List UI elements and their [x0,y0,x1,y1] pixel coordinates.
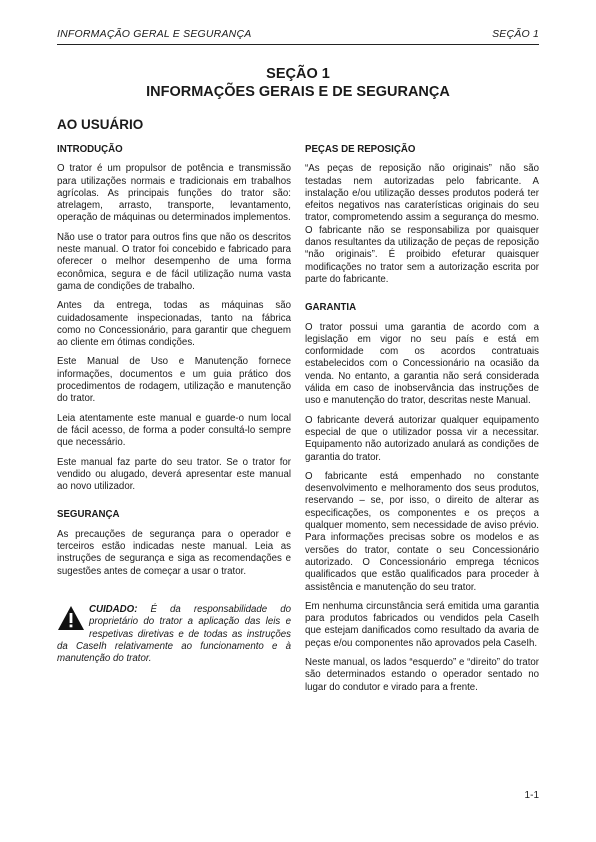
section-subtitle: INFORMAÇÕES GERAIS E DE SEGURANÇA [146,84,450,100]
running-header [57,28,539,45]
right-column [305,144,539,701]
intro-paragraph-5: Leia atentamente este manual e guarde-o num local de fácil acesso, de forma a poder consultá-lo sempre que necessário. [57,412,291,449]
left-column [57,144,291,665]
intro-paragraph-4: Este Manual de Uso e Manutenção fornece informações, documentos e um guia prático dos procedimentos de rodagem, utilização e manutenção do trator. [57,356,291,405]
warning-triangle-icon [57,605,85,631]
section-title: SEÇÃO 1 [266,66,330,82]
parts-heading: PEÇAS DE REPOSIÇÃO [305,144,416,155]
warranty-paragraph-4: Em nenhuma circunstância será emitida uma garantia para produtos fabricados ou vendidos pela CaseIh que estejam danificados como resultado da avaria de peças e/ou componentes não aprovados pela CaseIh. [305,600,539,649]
warranty-paragraph-1: O trator possui uma garantia de acordo com a legislação em vigor no seu país e está em conformidade com os acordos contratuais estabelecidos com o Concessionário na ocasião da venda. No entanto, a garantia não será considerada válida em caso de inobservância das instruções de uso e manutenção do trator, descritas neste Manual. [305,321,539,407]
warranty-heading: GARANTIA [305,302,357,314]
header-right: SEÇÃO 1 [492,28,539,40]
safety-heading: SEGURANÇA [57,509,120,521]
warranty-paragraph-3: O fabricante está empenhado no constante desenvolvimento e melhoramento dos seus produtos, reservando – se, por isso, o direito de alterar as especificações, os componentes e os preços a qualquer momento, sem necessidade de aviso prévio. Para informações precisas sobre os modelos e as versões do trator, contate o seu Concessionário autorizado. O Concessionário emprega técnicos qualificados que estão qualificados para proceder à assistência e manutenção do seu trator. [305,470,539,593]
caution-note [57,604,291,665]
page-number: 1-1 [524,790,539,801]
intro-paragraph-6: Este manual faz parte do seu trator. Se o trator for vendido ou alugado, deverá apresentar este manual ao novo utilizador. [57,456,291,493]
intro-paragraph-2: Não use o trator para outros fins que não os descritos neste manual. O trator foi concebido e fabricado para oferecer o melhor desempenho de uma forma econômica, segura e de fácil utilização numa vasta gama de condições de trabalho. [57,231,291,292]
intro-paragraph-1: O trator é um propulsor de potência e transmissão para utilizações normais e tradicionais em trabalhos agrícolas. As principais funções do trator são: atrelagem, arrasto, transporte, levantamento, operação de máquinas ou determinados implementos. [57,163,291,224]
parts-paragraph: “As peças de reposição não originais” não são testadas nem autorizadas pelo fabricante. A instalação e/ou utilização desses produtos poderá ter efeitos negativos nas caraterísticas originais do seu trator, comprometendo assim a segurança do mesmo. O fabricante não se responsabiliza por quaisquer danos resultantes da utilização de peças de reposição “não originais”. É proibido efeturar quaisquer modificações no trator sem a autorização escrita por parte do fabricante. [305,163,539,285]
warranty-paragraph-5: Neste manual, os lados “esquerdo” e “direito” do trator são determinados estando o operador sentado no lugar do condutor e virado para a frente. [305,656,539,693]
warranty-paragraph-2: O fabricante deverá autorizar qualquer equipamento especial de que o utilizador possa vir a necessitar. Equipamento não autorizado anulará as condições de garantia do trator. [305,414,539,463]
intro-heading: INTRODUÇÃO [57,144,123,155]
page-heading: AO USUÁRIO [57,117,144,132]
header-left: INFORMAÇÃO GERAL E SEGURANÇA [57,28,252,40]
caution-label: CUIDADO: [89,603,138,615]
caution-text: É da responsabilidade do proprietário do trator a aplicação das leis e respetivas diretivas e de todas as instruções da CaseIh relativamente ao funcionamento e à manutenção do trator. [57,603,291,665]
safety-paragraph: As precauções de segurança para o operador e terceiros estão indicadas neste manual. Leia as instruções de segurança e siga as recomendações e sugestões antes de começar a usar o trator. [57,528,291,577]
intro-paragraph-3: Antes da entrega, todas as máquinas são cuidadosamente inspecionadas, tanto na fábrica como no Concessionário, para garantir que cheguem ao cliente em ótimas condições. [57,300,291,349]
